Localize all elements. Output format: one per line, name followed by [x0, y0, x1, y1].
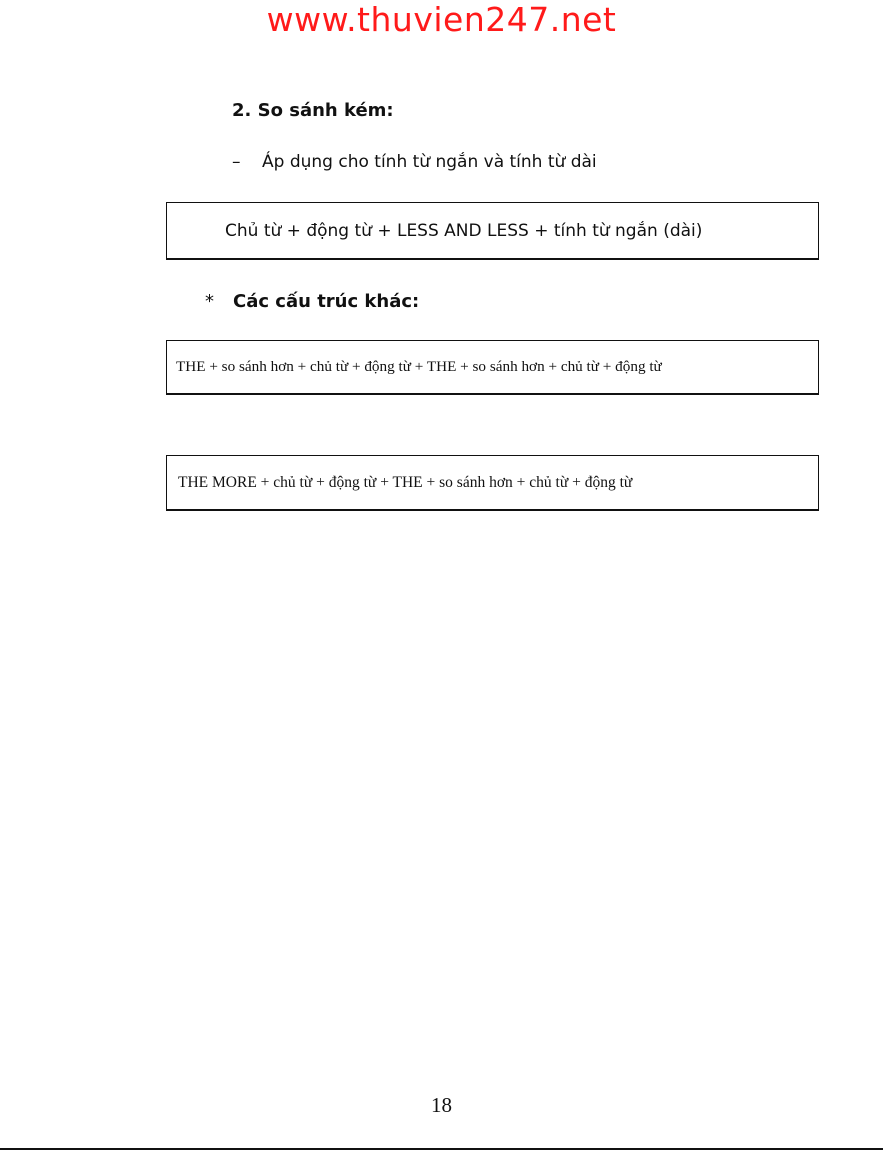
section-heading: 2. So sánh kém: — [232, 100, 394, 121]
watermark-url: www.thuvien247.net — [266, 0, 617, 39]
dash-icon: – — [232, 152, 241, 172]
page-number: 18 — [431, 1093, 452, 1117]
star-icon: * — [205, 291, 214, 312]
formula-text: THE MORE + chủ từ + động từ + THE + so sánh hơn + chủ từ + động từ — [178, 473, 633, 491]
subsection-heading-text: Các cấu trúc khác: — [233, 291, 420, 312]
formula-box-less — [166, 202, 819, 260]
formula-text: Chủ từ + động từ + LESS AND LESS + tính từ ngắn (dài) — [225, 220, 703, 241]
bottom-rule — [0, 1148, 883, 1150]
subsection-heading — [205, 291, 419, 312]
formula-box-the-comparative — [166, 340, 819, 395]
formula-text: THE + so sánh hơn + chủ từ + động từ + THE + so sánh hơn + chủ từ + động từ — [176, 358, 662, 375]
bullet-text: Áp dụng cho tính từ ngắn và tính từ dài — [262, 152, 597, 172]
formula-box-the-more — [166, 455, 819, 511]
bullet-item — [232, 152, 597, 172]
